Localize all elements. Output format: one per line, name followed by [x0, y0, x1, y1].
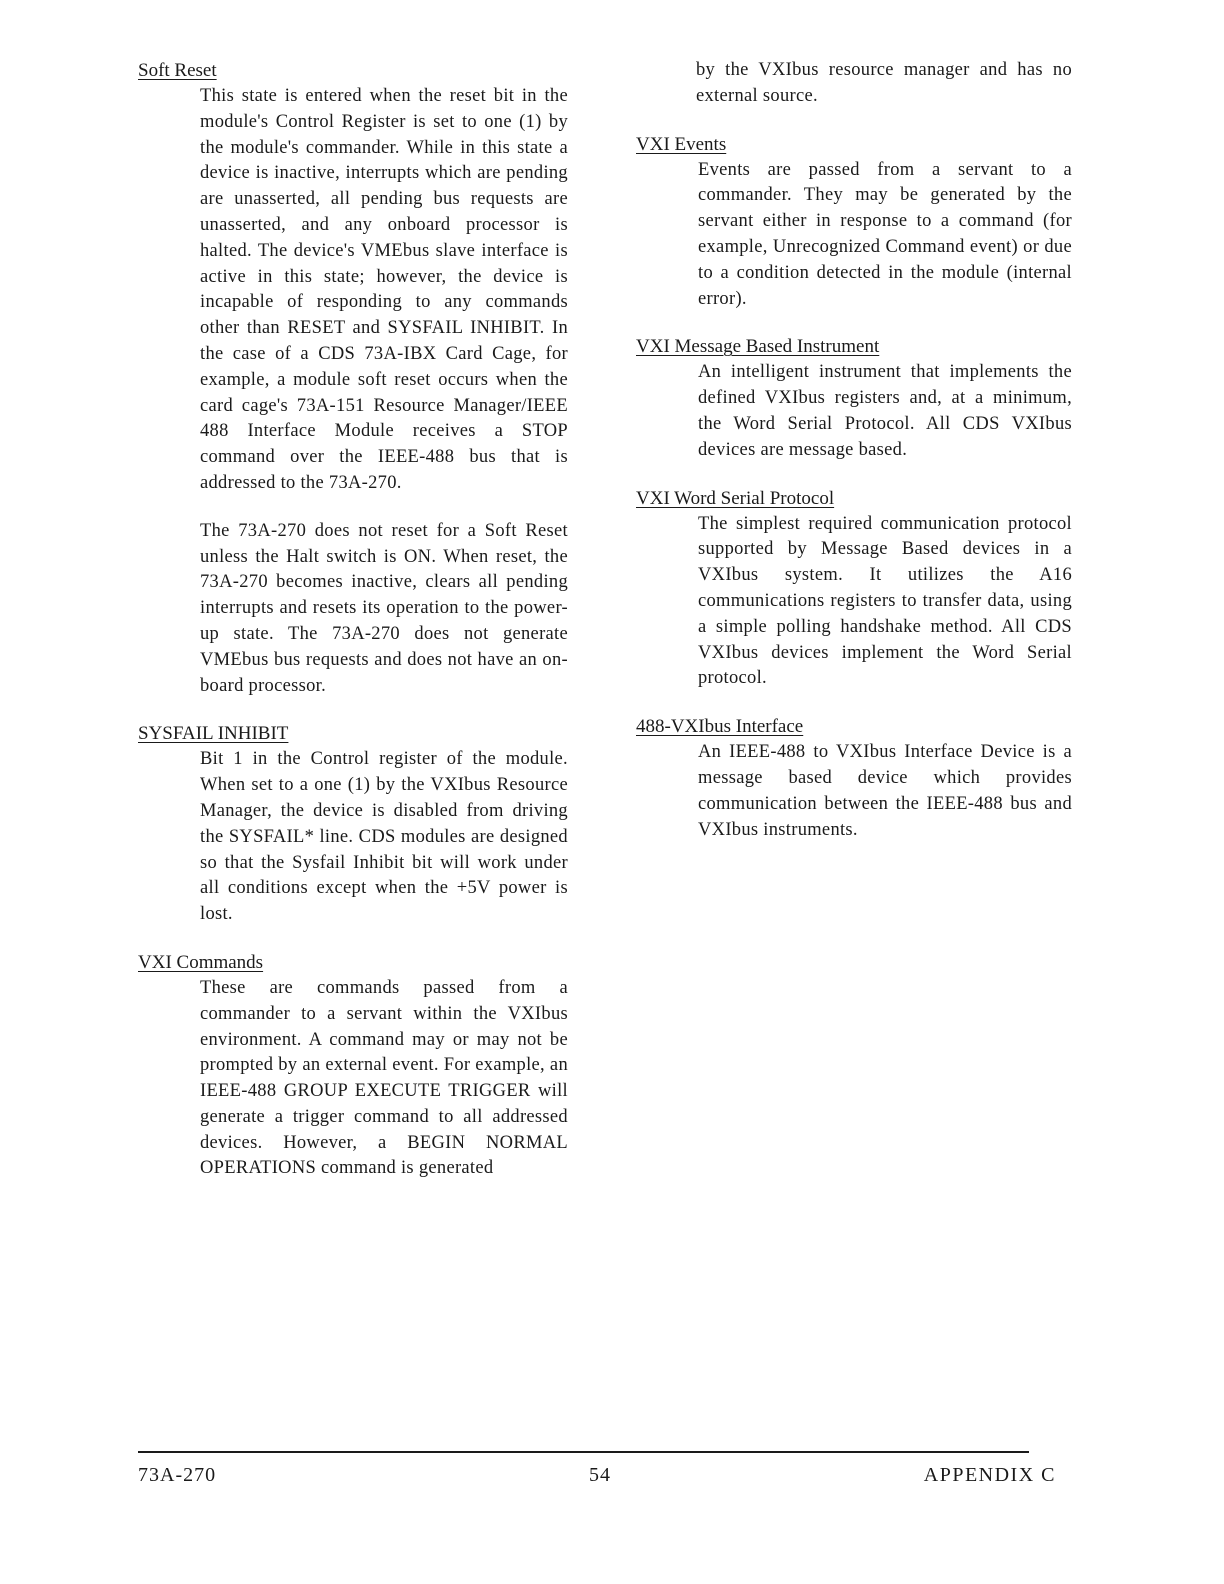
vxi-commands-continuation — [636, 58, 1072, 110]
footer-rule — [138, 1451, 1029, 1453]
glossary-entry-sysfail-inhibit — [138, 721, 568, 928]
definition-vxi-message-based-instrument: An intelligent instrument that implements the defined VXIbus registers and, at a minimum, the Word Serial Protocol. All CDS VXIbus devices are message based. — [698, 362, 1072, 460]
footer-model-number: 73A-270 — [138, 1464, 217, 1486]
definition-vxi-commands-continued: by the VXIbus resource manager and has no external source. — [696, 60, 1072, 106]
definition-vxi-events: Events are passed from a servant to a commander. They may be generated by the servant either in response to a command (for example, Unrecognized Command event) or due to a condition detected in the module (internal error). — [698, 159, 1072, 309]
glossary-entry-vxi-commands — [138, 950, 568, 1182]
term-vxi-message-based-instrument: VXI Message Based Instrument — [636, 336, 880, 358]
definition-soft-reset: This state is entered when the reset bit in the module's Control Register is set to one (1) by the module's commander. While in this state a device is inactive, interrupts which are pending are unasserted, all pending bus requests are unasserted, and any onboard processor is halted. The device's VMEbus slave interface is active in this state; however, the device is incapable of responding to any commands other than RESET and SYSFAIL INHIBIT. In the case of a CDS 73A-IBX Card Cage, for example, a module soft reset occurs when the card cage's 73A-151 Resource Manager/IEEE 488 Interface Module receives a STOP command over the IEEE-488 bus that is addressed to the 73A-270. — [200, 86, 568, 493]
footer-section-label: APPENDIX C — [923, 1464, 1056, 1486]
glossary-entry-vxi-message-based-instrument — [636, 334, 1072, 463]
glossary-entry-488-vxibus-interface — [636, 714, 1072, 843]
term-vxi-events: VXI Events — [636, 133, 727, 155]
term-vxi-commands: VXI Commands — [138, 951, 264, 973]
term-488-vxibus-interface: 488-VXIbus Interface — [636, 716, 804, 738]
glossary-entry-vxi-word-serial-protocol — [636, 486, 1072, 693]
note-soft-reset: The 73A-270 does not reset for a Soft Reset unless the Halt switch is ON. When reset, the 73A-270 becomes inactive, clears all pending interrupts and resets its operation to the power-up state. The 73A-270 does not generate VMEbus bus requests and does not have an on-board processor. — [200, 520, 568, 696]
definition-sysfail-inhibit: Bit 1 in the Control register of the module. When set to a one (1) by the VXIbus Resource Manager, the device is disabled from driving the SYSFAIL* line. CDS modules are designed so that the Sysfail Inhibit bit will work under all conditions except when the +5V power is lost. — [200, 749, 568, 925]
definition-vxi-commands: These are commands passed from a commander to a servant within the VXIbus environment. A command may or may not be prompted by an external event. For example, an IEEE-488 GROUP EXECUTE TRIGGER will generate a trigger command to all addressed devices. However, a BEGIN NORMAL OPERATIONS command is generated — [200, 977, 568, 1179]
glossary-entry-soft-reset — [138, 58, 568, 699]
term-sysfail-inhibit: SYSFAIL INHIBIT — [138, 723, 289, 745]
footer-page-number: 54 — [589, 1464, 611, 1486]
term-soft-reset: Soft Reset — [138, 60, 217, 81]
left-column — [138, 58, 568, 1204]
glossary-entry-vxi-events — [636, 132, 1072, 313]
term-vxi-word-serial-protocol: VXI Word Serial Protocol — [636, 487, 835, 509]
definition-488-vxibus-interface: An IEEE-488 to VXIbus Interface Device is a message based device which provides communication between the IEEE-488 bus and VXIbus instruments. — [698, 742, 1072, 840]
definition-vxi-word-serial-protocol: The simplest required communication protocol supported by Message Based devices in a VXIbus system. It utilizes the A16 communications registers to transfer data, using a simple polling handshake method. All CDS VXIbus devices implement the Word Serial protocol. — [698, 513, 1072, 689]
right-column — [636, 58, 1072, 865]
